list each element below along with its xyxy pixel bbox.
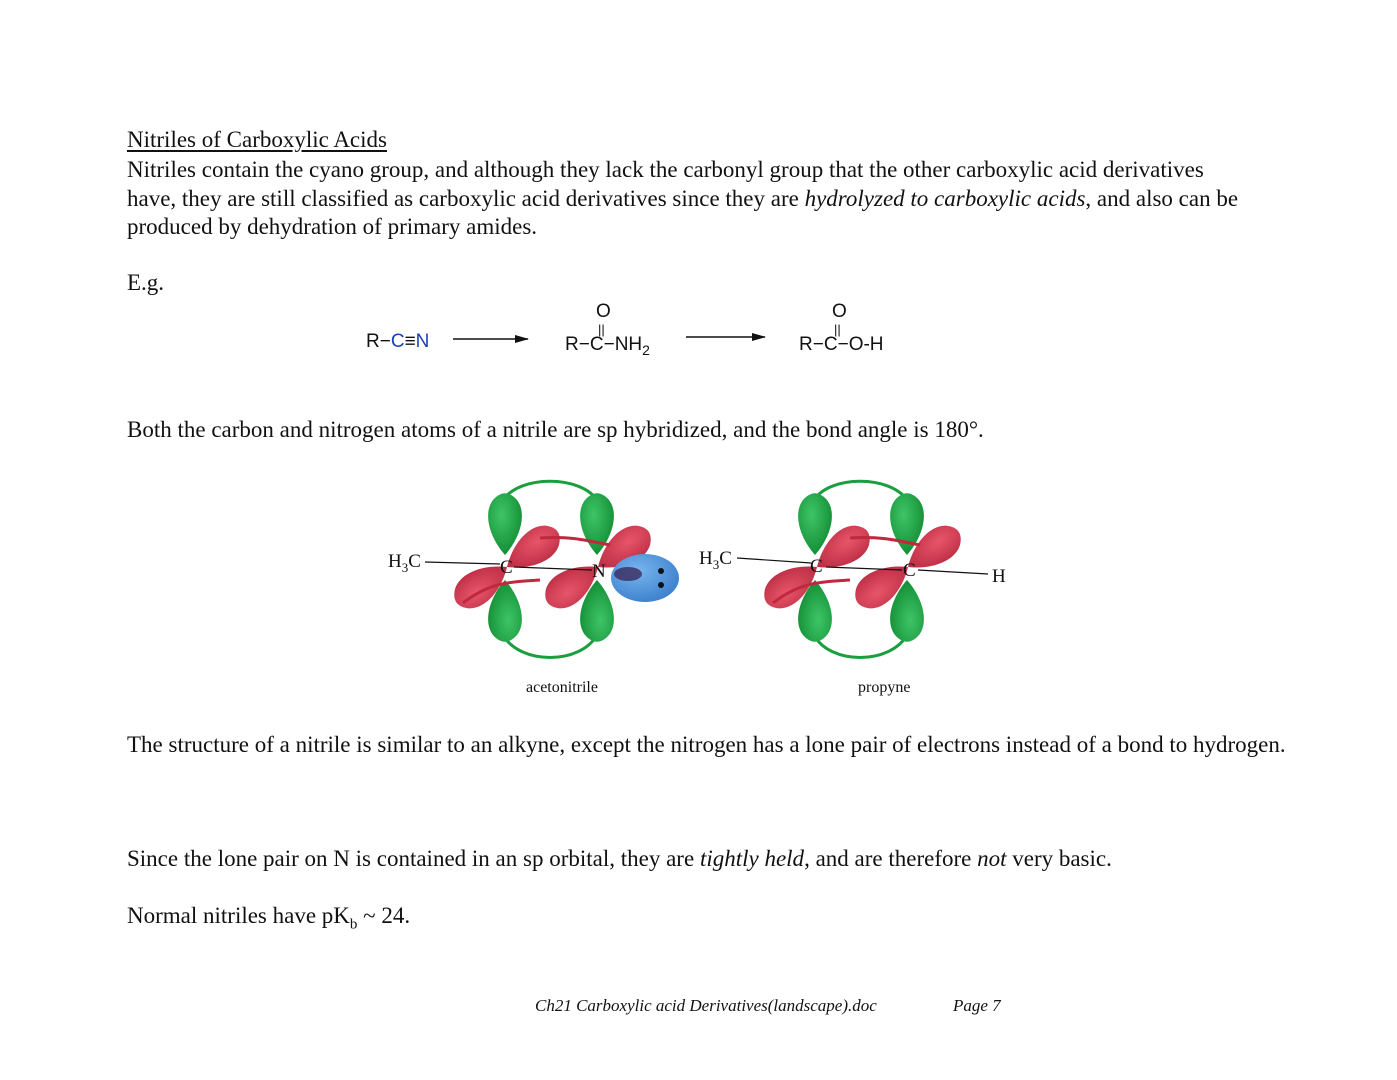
propyne-diagram xyxy=(699,481,1006,696)
propyne-hydrogen-label: H xyxy=(992,566,1006,587)
pi-bond-top-green xyxy=(814,481,907,500)
pkb-text-after: ~ 24. xyxy=(357,903,411,928)
acetonitrile-carbon-label: C xyxy=(500,557,513,578)
basicity-text-after: very basic. xyxy=(1006,846,1112,871)
pi-bond-bottom-green xyxy=(503,635,597,658)
ch3-bond-line xyxy=(737,558,811,563)
propyne-ch3-label: $H_3C$ xyxy=(699,548,732,572)
pkb-sentence xyxy=(127,902,727,939)
nitrile-formula: R−C≡N xyxy=(366,331,430,352)
orbital-diagrams xyxy=(0,470,1397,710)
acid-formula: R−C−O-H xyxy=(799,334,884,355)
pi-bond-top-green xyxy=(503,481,597,500)
acetonitrile-nitrogen-label: N xyxy=(592,561,606,582)
footer-page-number: Page 7 xyxy=(953,996,1001,1015)
amide-double-bond: || xyxy=(598,322,605,337)
propyne-caption: propyne xyxy=(858,679,911,696)
ch-bond-line xyxy=(918,570,988,574)
lone-pair-electron xyxy=(658,582,664,588)
acetonitrile-diagram xyxy=(388,481,679,696)
intro-paragraph xyxy=(127,156,1247,242)
acid-double-bond: || xyxy=(834,322,841,337)
basicity-text-before: Since the lone pair on N is contained in an sp orbital, they are xyxy=(127,846,700,871)
acetonitrile-caption: acetonitrile xyxy=(526,679,598,696)
intro-text-before: Nitriles contain the cyano group, and although they lack the carbonyl group that the other carboxylic acid derivatives have, they are still classified as carboxylic acid derivatives since they are xyxy=(127,157,1204,211)
example-label: E.g. xyxy=(127,270,165,295)
acid-carbonyl-oxygen: O xyxy=(832,301,847,322)
intro-text-after: , and also can be produced by dehydration of primary amides. xyxy=(127,185,1239,239)
lone-pair-electron xyxy=(658,568,664,574)
basicity-emphasis-not: not xyxy=(977,846,1007,871)
lone-pair-overlap xyxy=(614,567,642,581)
alkyne-comparison-paragraph: The structure of a nitrile is similar to an alkyne, except the nitrogen has a lone pair of electrons instead of a bond to hydrogen. xyxy=(127,732,1286,757)
basicity-paragraph xyxy=(127,845,1327,874)
propyne-carbon2-label: C xyxy=(903,560,916,581)
amide-carbonyl-oxygen: O xyxy=(596,301,611,322)
basicity-emphasis-tightly-held: tightly held xyxy=(699,846,805,871)
section-heading: Nitriles of Carboxylic Acids xyxy=(127,127,387,152)
hybridization-sentence: Both the carbon and nitrogen atoms of a nitrile are sp hybridized, and the bond angle is 180°. xyxy=(127,417,984,442)
intro-emphasis: hydrolyzed to carboxylic acids xyxy=(804,185,1086,211)
pi-bond-bottom-green xyxy=(814,635,907,658)
acetonitrile-ch3-label: $H_3C$ xyxy=(388,551,421,575)
pkb-text-before: Normal nitriles have pK xyxy=(127,903,350,928)
propyne-carbon1-label: C xyxy=(810,556,823,577)
footer-filename: Ch21 Carboxylic acid Derivatives(landscape).doc xyxy=(535,996,877,1015)
amide-formula: $R-C-NH_2$ xyxy=(565,334,650,358)
reaction-scheme xyxy=(0,290,1397,370)
ch3-bond-line xyxy=(425,562,500,564)
pkb-subscript: b xyxy=(349,916,358,933)
basicity-text-middle: , and are therefore xyxy=(804,846,978,871)
